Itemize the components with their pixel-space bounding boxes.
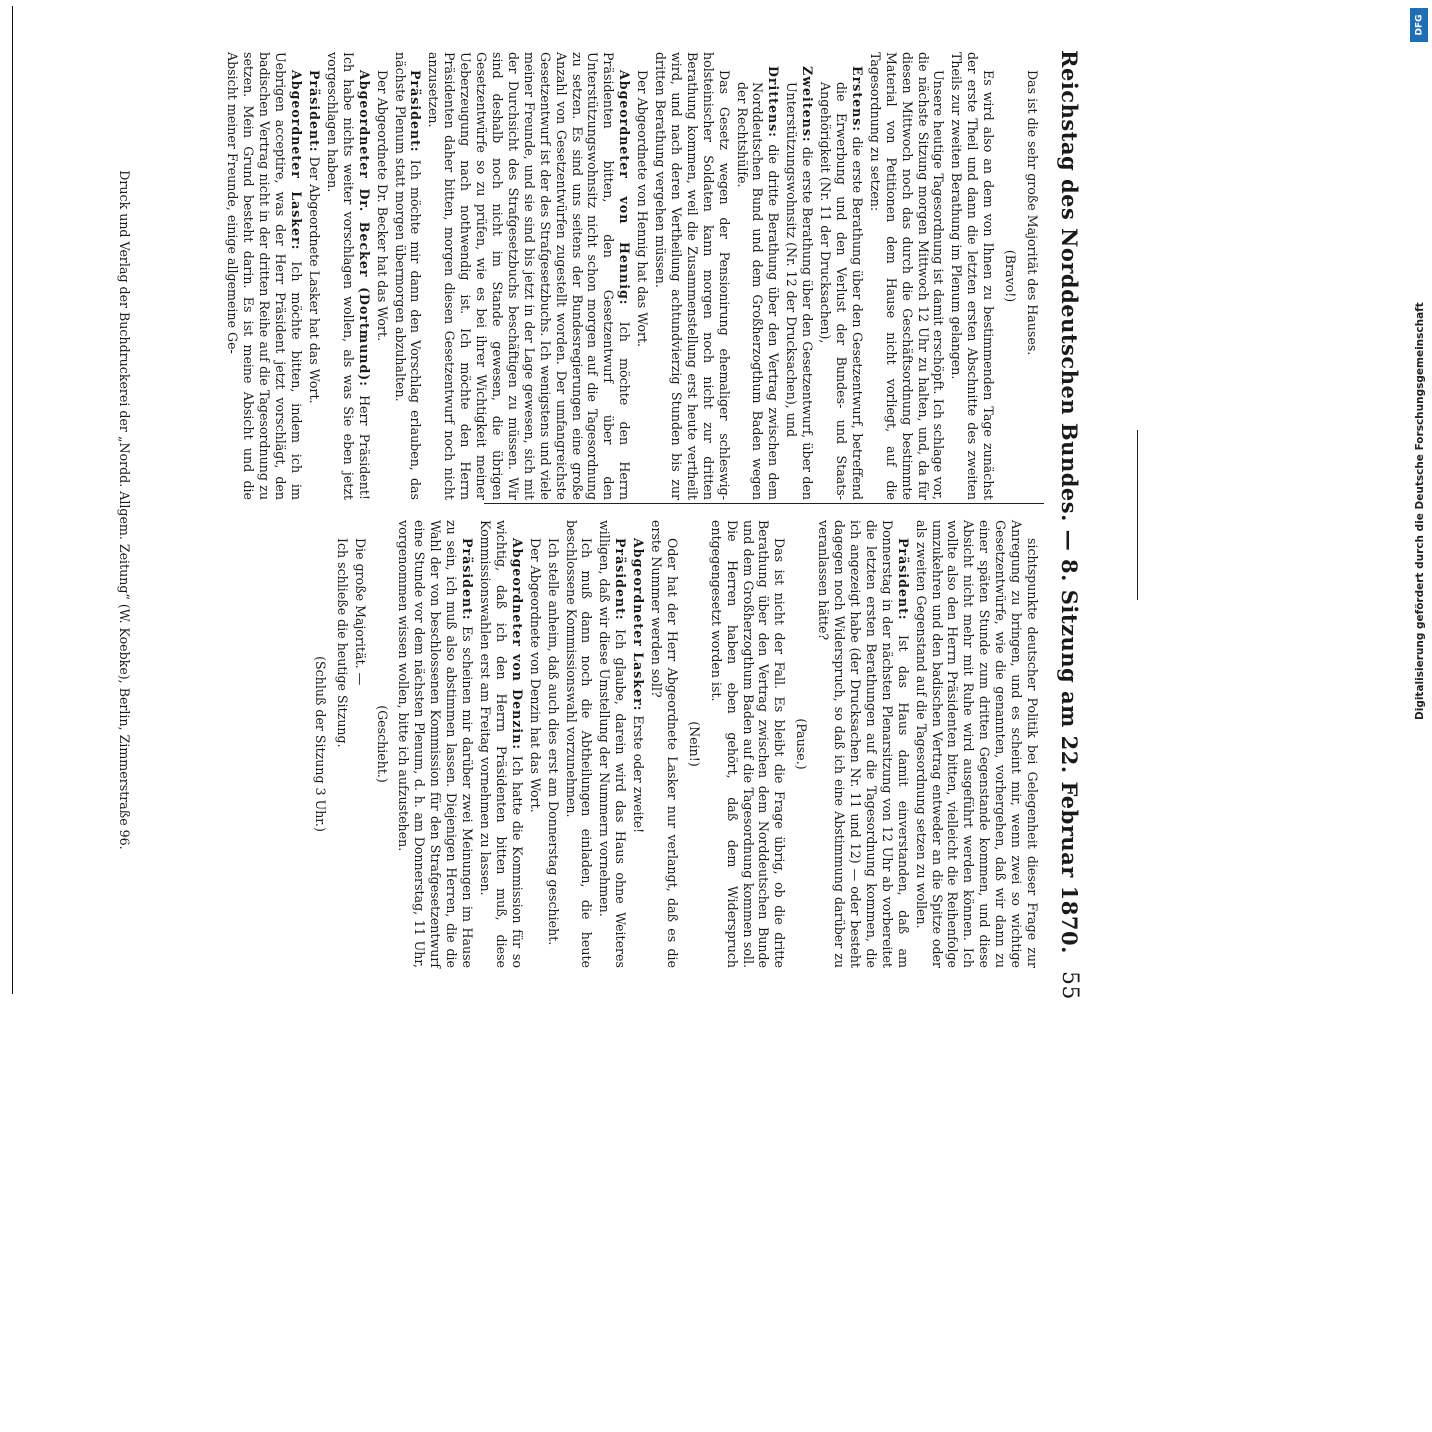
paragraph: Der Abgeordnete Dr. Becker hat das Wort.	[374, 70, 390, 342]
speech-paragraph	[630, 520, 646, 968]
speaker-name: Abgeordneter Lasker:	[631, 538, 647, 712]
speech-paragraph	[324, 52, 372, 500]
speech-text: Der Abgeordnete Lasker hat das Wort.	[307, 156, 323, 404]
agenda-item	[817, 52, 865, 500]
speech-paragraph	[477, 520, 525, 968]
paragraph: Das Gesetz wegen der Pensionirung ehemaliger schleswig-holsteinischer Soldaten kann morgen noch nicht zur dritten Berathung kommen, weil die Zusammenstellung erst heute vertheilt wird, und nach deren Vertheilung achtundvierzig Stunden bis zur dritten Berathung vergehen müssen.	[653, 52, 732, 500]
stage-direction: (Pause.)	[794, 718, 810, 770]
speaker-name: Präsident:	[307, 70, 323, 153]
speaker-name: Abgeordneter Lasker:	[289, 70, 305, 251]
stage-direction: (Bravo!)	[1003, 249, 1019, 303]
left-column	[223, 52, 1040, 500]
speaker-name: Abgeordneter von Denzin:	[509, 538, 525, 751]
paragraph: Der Abgeordnete von Hennig hat das Wort.	[635, 70, 651, 348]
agenda-label: Erstens:	[849, 66, 865, 133]
agenda-text: die erste Berathung über den Gesetzentwurf, betreffend die Erwerbung und den Verlust der Bundes- und Staats-Angehörigkeit (Nr. 11 der Drucksachen),	[818, 82, 865, 500]
speech-text: Ich glaube, darein wird das Haus ohne Weiteres willigen, daß wir diese Umstellung der Nummern vornehmen.	[597, 520, 629, 968]
speech-paragraph	[396, 520, 476, 968]
paragraph: Die große Majorität. —	[352, 538, 368, 686]
paragraph: Unsere heutige Tagesordnung ist damit erschöpft. Ich schlage vor, die nächste Sitzung morgen Mittwoch 12 Uhr zu halten, und, da für diesen Mittwoch noch das durch die Geschäftsordnung bestimmte Material von Petitionen dem Hause nicht vorliegt, auf die Tagesordnung zu setzen:	[867, 52, 947, 500]
page-number: 55	[1057, 971, 1083, 1000]
paragraph: Der Abgeordnete von Denzin hat das Wort.	[527, 538, 543, 813]
agenda-label: Zweitens:	[800, 66, 816, 143]
speech-paragraph	[815, 520, 910, 968]
speech-text: Ich möchte bitten, indem ich im Uebrigen acceptire, was der Herr Präsident jetzt vorschlägt, den badischen Vertrag nicht in der dritten Reihe auf die Tagesordnung zu setzen. Mein Grund besteht darin. Es ist meine Absicht und die Absicht meiner Freunde, einige allgemeine Ge-	[225, 52, 305, 500]
paragraph: Ich stelle anheim, daß auch dies erst am Donnerstag geschieht.	[545, 538, 561, 946]
agenda-text: die dritte Berathung über den Vertrag zwischen dem Norddeutschen Bund und dem Großherzogthum Baden wegen der Rechtshülfe.	[734, 82, 782, 500]
agenda-item	[783, 52, 815, 500]
speech-text: Herr Präsident! Ich habe nichts weiter vorschlagen wollen, als was Sie eben jetzt vorgeschlagen haben.	[324, 52, 372, 500]
speech-paragraph	[596, 520, 628, 968]
speech-text: Erste oder zweite!	[631, 715, 647, 834]
speech-text: Ich möchte mir dann den Vorschlag erlauben, das nächste Plenum statt morgen übermorgen abzuhalten.	[392, 52, 424, 500]
speaker-name: Abgeordneter Dr. Becker (Dortmund):	[356, 70, 372, 387]
dfg-logo: DFG	[1410, 8, 1428, 42]
stage-direction: (Schluß der Sitzung 3 Uhr.)	[312, 656, 328, 832]
paragraph: Oder hat der Herr Abgeordnete Lasker nur verlangt, daß es die erste Nummer werden soll?	[649, 520, 680, 968]
speech-paragraph	[425, 52, 632, 500]
speaker-name: Präsident:	[408, 70, 424, 153]
speaker-name: Präsident:	[613, 538, 629, 621]
speaker-name: Präsident:	[895, 538, 911, 621]
agenda-item	[734, 52, 782, 500]
agenda-label: Drittens:	[766, 66, 782, 138]
speech-paragraph	[392, 52, 424, 500]
paragraph: Es wird also an dem von Ihnen zu bestimmenden Tage zunächst der erste Theil und dann die letzten ersten Abschnitte des zweiten Theils zur zweiten Berathung im Plenum gelangen.	[949, 52, 997, 500]
agenda-text: die erste Berathung über den Gesetzentwurf, über den Unterstützungswohnsitz (Nr. 12 der Drucksachen), und	[784, 82, 816, 500]
paragraph: Das ist die sehr große Majorität des Hauses.	[1025, 70, 1040, 356]
paragraph: Das ist nicht der Fall. Es bleibt die Frage übrig, ob die dritte Berathung über den Vertrag zwischen dem Norddeutschen Bunde und dem Großherzogthum Baden auf die Tagesordnung kommen soll. Die Herren haben eben gehört, daß dem Widerspruch entgegengesetzt worden ist.	[708, 520, 788, 968]
separator-line	[1137, 430, 1138, 600]
paragraph: Ich schließe die heutige Sitzung.	[334, 538, 350, 748]
speech-paragraph	[225, 52, 305, 500]
digitization-note: Digitalisierung gefördert durch die Deutsche Forschungsgemeinschaft	[1414, 302, 1426, 720]
right-column	[306, 520, 1040, 968]
speech-paragraph	[306, 52, 322, 500]
stage-direction: (Nein!)	[686, 721, 702, 767]
page-header	[1048, 50, 1092, 1000]
column-divider	[484, 503, 1044, 504]
paragraph: Ich muß dann noch die Abtheilungen einladen, die heute beschlossene Kommissionswahl vorzunehmen.	[563, 520, 595, 968]
speech-text: Es scheinen mir darüber zwei Meinungen im Hause zu sein, ich muß also abstimmen lassen. Diejenigen Herren, die die Wahl der von beschlossenen Kommission für den Strafgesetzentwurf eine Stunde vor dem nächsten Plenum, d. h. am Donnerstag, 11 Uhr, vorgenommen wissen wollen, bitte ich aufzustehen.	[396, 520, 476, 968]
speaker-name: Abgeordneter von Hennig:	[617, 70, 633, 306]
speech-text: Ich hatte die Kommission für so wichtig, daß ich den Herrn Präsidenten bitten muß, diese Kommissionswahlen erst am Freitag vornehmen zu lassen.	[478, 520, 525, 968]
header-title: Reichstag des Norddeutschen Bundes. — 8. Sitzung am 22. Februar 1870.	[1057, 50, 1083, 954]
stage-direction: (Geschieht.)	[374, 705, 390, 783]
speech-text: Ich möchte den Herrn Präsidenten bitten, den Gesetzentwurf über den Unterstützungswohnsitz nicht schon morgen auf die Tagesordnung zu setzen. Es sind uns seitens der Bundesregierungen eine große Anzahl von Gesetzentwürfen zugestellt worden. Der umfangreichste Gesetzentwurf ist der des Strafgesetzbuchs. Ich wenigstens und viele meiner Freunde, und sie sind bis jetzt in der Lage gewesen, sich mit der Durchsicht des Strafgesetzbuchs beschäftigen zu müssen. Wir sind deshalb noch nicht im Stande gewesen, die übrigen Gesetzentwürfe so zu prüfen, wie es bei ihrer Wichtigkeit meiner Ueberzeugung nach nothwendig ist. Ich möchte den Herrn Präsidenten daher bitten, morgen diesen Gesetzentwurf noch nicht anzusetzen.	[426, 52, 633, 500]
speaker-name: Präsident:	[460, 538, 476, 621]
paragraph: sichtspunkte deutscher Politik bei Gelegenheit dieser Frage zur Anregung zu bringen, und es scheint mir, wenn zwei so wichtige Gesetzentwürfe, wie die genannten, vorhergehen, daß wir dann zu einer späten Stunde zum dritten Gegenstande kommen, und diese Absicht nicht mehr mit Ruhe wird ausgeführt werden können. Ich wollte also den Herrn Präsidenten bitten, vielleicht die Reihenfolge umzukehren und den badischen Vertrag entweder an die Spitze oder als zweiten Gegenstand auf die Tagesordnung setzen zu wollen.	[913, 520, 1040, 968]
imprint: Druck und Verlag der Buchdruckerei der „Nordd. Allgem. Zeitung“ (W. Koebke), Berlin, Zimmerstraße 96.	[117, 170, 132, 850]
speech-text: Ist das Haus damit einverstanden, daß am Donnerstag in der nächsten Plenarsitzung von 12 Uhr ab vorbereitet die letzten ersten Berathungen auf die Tagesordnung kommen, die ich angezeigt habe (der Drucksachen Nr. 11 und 12) — oder besteht dagegen noch Widerspruch, so daß ich eine Abstimmung darüber zu veranlassen hätte?	[816, 520, 911, 968]
